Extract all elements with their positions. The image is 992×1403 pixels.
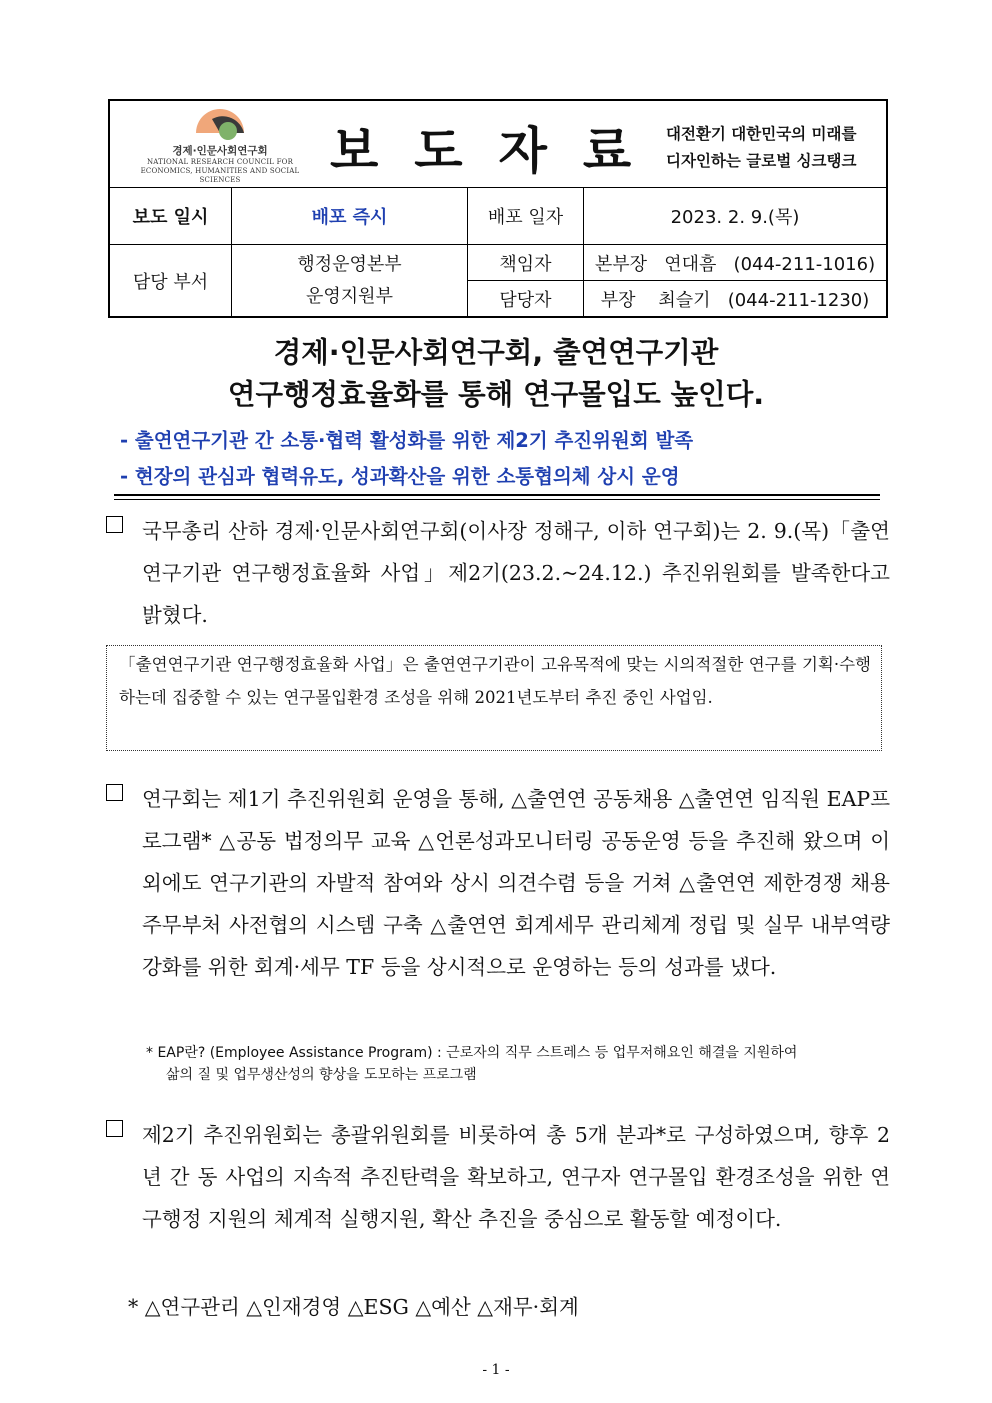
title-divider-top <box>114 494 880 496</box>
paragraph-2 <box>100 778 890 988</box>
logo-english-name-2: ECONOMICS, HUMANITIES AND SOCIAL SCIENCES <box>140 167 300 184</box>
organization-logo <box>120 105 320 185</box>
report-time-value: 배포 즉시 <box>232 188 468 244</box>
document-title: 보도자료 <box>330 122 668 180</box>
responsible-value: 본부장 연대흠 (044-211-1016) <box>594 253 876 275</box>
footnote-line-2: 삶의 질 및 업무생산성의 향상을 도모하는 프로그램 <box>166 1067 477 1083</box>
department-row <box>110 245 886 316</box>
role-values <box>584 245 886 316</box>
distribution-date-label: 배포 일자 <box>468 188 584 244</box>
footnote-line-1: * EAP란? (Employee Assistance Program) : 근로자의 직무 스트레스 등 업무저해요인 해결을 지원하여 <box>146 1045 798 1061</box>
distribution-date-value: 2023. 2. 9.(목) <box>670 207 800 228</box>
department-label: 담당 부서 <box>110 245 232 316</box>
checkbox-bullet-icon <box>106 516 123 533</box>
subheadline-1: - 출연연구기관 간 소통·협력 활성화를 위한 제2기 추진위원회 발족 <box>120 429 694 452</box>
subcommittee-list: * △연구관리 △인재경영 △ESG △예산 △재무·회계 <box>128 1295 579 1319</box>
logo-english-name-1: NATIONAL RESEARCH COUNCIL FOR <box>146 158 294 166</box>
responsible-label: 책임자 <box>499 253 552 275</box>
department-line-2: 운영지원부 <box>306 285 393 307</box>
footnote-eap <box>146 1042 797 1086</box>
department-line-1: 행정운영본부 <box>297 253 402 275</box>
paragraph-3-text: 제2기 추진위원회는 총괄위원회를 비롯하여 총 5개 분과*로 구성하였으며, 향후 2년 간 동 사업의 지속적 추진탄력을 확보하고, 연구자 연구몰입 환경조성을 위한 연구행정 지원의 체계적 실행지원, 확산 추진을 중심으로 활동할 예정이다. <box>142 1123 890 1231</box>
role-labels <box>468 245 584 316</box>
headline-line-2: 연구행정효율화를 통해 연구몰입도 높인다. <box>227 378 765 411</box>
contact-value: 부장 최슬기 (044-211-1230) <box>584 280 886 316</box>
slogan-line-1: 대전환기 대한민국의 미래를 <box>666 125 857 143</box>
slogan-line-2: 디자인하는 글로벌 싱크탱크 <box>666 152 857 170</box>
program-note-text: 「출연연구기관 연구행정효율화 사업」은 출연연구기관이 고유목적에 맞는 시의적절한 연구를 기획·수행하는데 집중할 수 있는 연구몰입환경 조성을 위해 2021년도부터 추진 중인 사업임. <box>119 655 871 707</box>
slogan <box>666 121 856 175</box>
page-number: - 1 - <box>482 1362 510 1378</box>
title-divider-bottom <box>114 499 880 500</box>
logo-korean-name: 경제·인문사회연구회 <box>172 145 268 157</box>
checkbox-bullet-icon <box>106 1120 123 1137</box>
paragraph-1-text: 국무총리 산하 경제·인문사회연구회(이사장 정해구, 이하 연구회)는 2. 9.(목)「출연연구기관 연구행정효율화 사업」제2기(23.2.~24.12.) 추진위원회를 발족한다고 밝혔다. <box>142 519 890 627</box>
headline-line-1: 경제·인문사회연구회, 출연연구기관 <box>273 336 719 369</box>
header-top <box>110 101 886 188</box>
header-table <box>108 99 888 318</box>
paragraph-2-text: 연구회는 제1기 추진위원회 운영을 통해, △출연연 공동채용 △출연연 임직원 EAP프로그램* △공동 법정의무 교육 △언론성과모니터링 공동운영 등을 추진해 왔으며 이 외에도 연구기관의 자발적 참여와 상시 의견수렴 등을 거쳐 △출연연 제한경쟁 채용 주무부처 사전협의 시스템 구축 △출연연 회계세무 관리체계 정립 및 실무 내부역량 강화를 위한 회계·세무 TF 등을 상시적으로 운영하는 등의 성과를 냈다. <box>142 787 890 979</box>
paragraph-3 <box>100 1114 890 1240</box>
department-value <box>232 245 468 316</box>
program-note-box <box>106 645 882 751</box>
report-time-label: 보도 일시 <box>110 188 232 244</box>
contact-label: 담당자 <box>468 280 583 316</box>
checkbox-bullet-icon <box>106 784 123 801</box>
logo-mark-icon <box>190 105 250 141</box>
subheadline-2: - 현장의 관심과 협력유도, 성과확산을 위한 소통협의체 상시 운영 <box>120 465 680 488</box>
paragraph-1 <box>100 510 890 636</box>
report-info-row <box>110 188 886 245</box>
